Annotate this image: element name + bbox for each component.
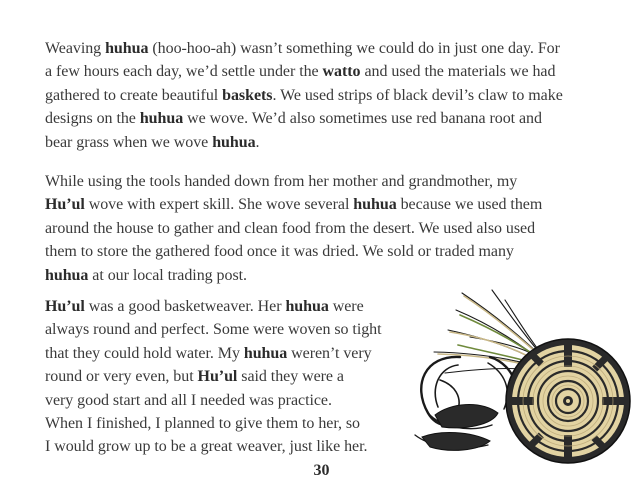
text-run: very good start and all I needed was practice. — [45, 391, 332, 409]
text-line — [45, 170, 542, 193]
text-line — [45, 60, 563, 83]
text-run: Weaving — [45, 40, 106, 57]
bold-term: huhua — [285, 298, 329, 315]
text-run: them to store the gathered food once it was dried. We sold or traded many — [45, 243, 514, 261]
text-line — [45, 264, 542, 287]
bold-term: huhua — [353, 196, 397, 214]
text-run: we wove. We’d also sometimes use red banana root and — [183, 110, 542, 128]
bold-term: huhua — [139, 110, 184, 128]
text-run: round or very even, but — [45, 368, 198, 386]
basket-with-devils-claw-icon — [400, 285, 643, 475]
text-run: said they were a — [237, 368, 344, 386]
devils-claw-pod-bodies — [422, 405, 498, 451]
text-run: was a good basketweaver. Her — [84, 298, 286, 315]
bold-term: baskets — [222, 86, 273, 104]
text-line — [45, 84, 563, 107]
text-run: designs on the — [45, 110, 140, 128]
text-line — [45, 240, 542, 263]
text-run: weren’t very — [287, 344, 372, 362]
text-run: were — [328, 298, 364, 315]
text-run: (hoo-hoo-ah) wasn’t something we could do in just one day. For — [148, 40, 560, 57]
page-number: 30 — [313, 462, 330, 479]
text-line — [45, 193, 542, 216]
text-run: at our local trading post. — [88, 266, 247, 284]
text-line — [45, 365, 382, 388]
text-run: wove with expert skill. She wove several — [84, 196, 354, 214]
bold-term: huhua — [212, 133, 256, 151]
paragraph-tools — [45, 170, 542, 287]
text-run: When I finished, I planned to give them to her, so — [45, 415, 361, 433]
bold-term: huhua — [105, 40, 149, 57]
text-run: gathered to create beautiful — [45, 86, 223, 104]
text-line — [45, 435, 382, 458]
text-line — [45, 318, 382, 341]
bold-term: huhua — [45, 266, 89, 284]
text-run: bear grass when we wove — [45, 133, 213, 151]
bold-term: Hu’ul — [197, 368, 238, 386]
text-run: While using the tools handed down from her mother and grandmother, my — [45, 173, 518, 190]
text-line — [45, 131, 563, 154]
paragraph-weaving — [45, 37, 563, 154]
text-run: . We used strips of black devil’s claw to make — [272, 86, 563, 104]
text-run: always round and perfect. Some were woven so tight — [45, 321, 382, 339]
round-basket-icon — [506, 339, 630, 463]
bold-term: Hu’ul — [45, 298, 85, 315]
paragraph-basketweaver — [45, 295, 382, 459]
text-run: because we used them — [396, 196, 543, 214]
text-run: I would grow up to be a great weaver, just like her. — [45, 438, 368, 456]
bold-term: Hu’ul — [45, 196, 85, 214]
text-line — [45, 295, 382, 318]
text-line — [45, 217, 542, 240]
text-line — [45, 107, 563, 130]
text-run: . — [255, 133, 260, 151]
text-run: that they could hold water. My — [45, 344, 244, 362]
text-line — [45, 389, 382, 412]
text-line — [45, 37, 563, 60]
text-line — [45, 412, 382, 435]
bold-term: watto — [322, 63, 361, 81]
text-run: a few hours each day, we’d settle under the — [45, 63, 323, 81]
text-run: and used the materials we had — [360, 63, 556, 81]
bold-term: huhua — [243, 344, 288, 362]
text-line — [45, 342, 382, 365]
text-run: around the house to gather and clean food from the desert. We used also used — [45, 219, 536, 237]
